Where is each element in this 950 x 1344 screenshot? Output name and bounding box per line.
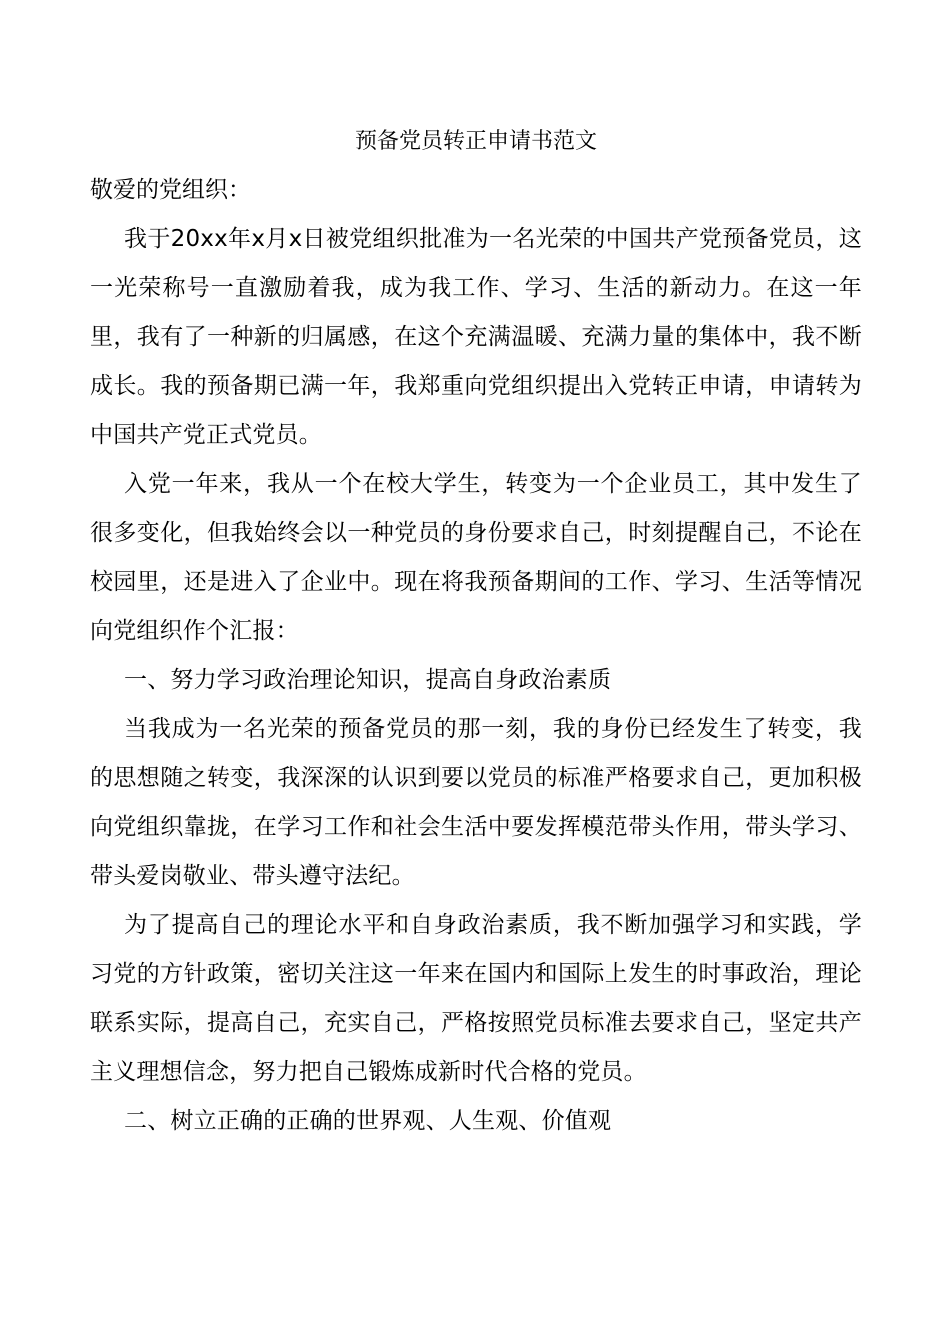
- paragraph-intro: 我于20xx年x月x日被党组织批准为一名光荣的中国共产党预备党员，这一光荣称号一直激励着我，成为我工作、学习、生活的新动力。在这一年里，我有了一种新的归属感，在这个充满温暖、充满力量的集体中，我不断成长。我的预备期已满一年，我郑重向党组织提出入党转正申请，申请转为中国共产党正式党员。: [90, 226, 862, 448]
- paragraph-overview: 入党一年来，我从一个在校大学生，转变为一个企业员工，其中发生了很多变化，但我始终会以一种党员的身份要求自己，时刻提醒自己，不论在校园里，还是进入了企业中。现在将我预备期间的工作、学习、生活等情况向党组织作个汇报：: [90, 471, 862, 644]
- document-page: [90, 118, 862, 1146]
- section-heading-2: 二、树立正确的正确的世界观、人生观、价值观: [124, 1108, 612, 1134]
- document-title: 预备党员转正申请书范文: [354, 129, 597, 154]
- section-heading-1: 一、努力学习政治理论知识，提高自身政治素质: [124, 667, 612, 693]
- salutation: 敬爱的党组织：: [90, 177, 251, 203]
- paragraph-section1-a: 当我成为一名光荣的预备党员的那一刻，我的身份已经发生了转变，我的思想随之转变，我深深的认识到要以党员的标准严格要求自己，更加积极向党组织靠拢，在学习工作和社会生活中要发挥模范带头作用，带头学习、带头爱岗敬业、带头遵守法纪。: [90, 716, 862, 889]
- paragraph-section1-b: 为了提高自己的理论水平和自身政治素质，我不断加强学习和实践，学习党的方针政策，密切关注这一年来在国内和国际上发生的时事政治，理论联系实际，提高自己，充实自己，严格按照党员标准去要求自己，坚定共产主义理想信念，努力把自己锻炼成新时代合格的党员。: [90, 912, 862, 1085]
